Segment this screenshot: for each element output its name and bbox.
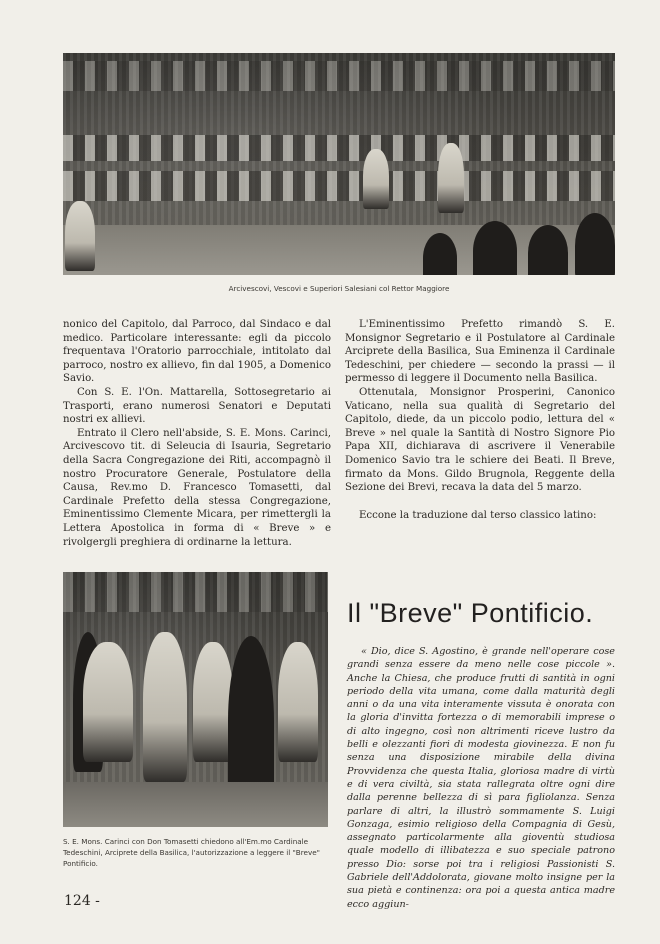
section-heading: Il "Breve" Pontificio. — [347, 598, 594, 628]
bottom-photo — [63, 572, 328, 827]
paragraph: « Dio, dice S. Agostino, è grande nell'operare cose grandi senza essere da meno nelle cose piccole ». Anche la Chiesa, che produce frutti di santità in ogni periodo della vita umana, come dalla maturità degli anni o da una vita interamente vissuta è onorata con la gloria d'invitta fortezza o di memorabili imprese o di alto ingegno, così non altrimenti riceve lustro da belli e olezzanti fiori di modesta giovinezza. E non fu senza una disposizione mirabile della divina Provvidenza che questa Italia, gloriosa madre di virtù e di vera civiltà, sia stata rallegrata oltre ogni dire dalla perenne bellezza di sì para figliolanza. Senza parlare di altri, la illustrò sommamente S. Luigi Gonzaga, esimio religioso della Compagnia di Gesù, assegnato particolarmente alla gioventù studiosa quale modello di illibatezza e suo speciale patrono presso Dio: sorse poi tra i religiosi Passionisti S. Gabriele dell'Addolorata, giovane molto insigne per la sua pietà e continenza: ora poi a questa antica madre ecco aggiun- — [347, 646, 615, 910]
paragraph: Eccone la traduzione dal terso classico latino: — [359, 509, 597, 521]
page-number: 124 - — [64, 893, 100, 909]
bottom-photo-caption: S. E. Mons. Carinci con Don Tomasetti chiedono all'Em.mo Cardinale Tedeschini, Arciprete della Basilica, l'autorizzazione a leggere il "Breve" Pontificio. — [63, 837, 320, 868]
top-photo — [63, 53, 615, 275]
brief-translation — [347, 645, 615, 911]
left-column — [63, 318, 331, 549]
paragraph: Con S. E. l'On. Mattarella, Sottosegretario ai Trasporti, erano numerosi Senatori e Deputati nostri ex allievi. — [63, 386, 331, 426]
paragraph: L'Eminentissimo Prefetto rimandò S. E. Monsignor Segretario e il Postulatore al Cardinale Arciprete della Basilica, Sua Eminenza il Cardinale Tedeschini, per chiedere — secondo la prassi — il permesso di leggere il Documento nella Basilica. — [345, 319, 615, 385]
paragraph: Ottenutala, Monsignor Prosperini, Canonico Vaticano, nella sua qualità di Segretario del Capitolo, diede, da un piccolo podio, lettura del « Breve » nel quale la Santità di Nostro Signore Pio Papa XII, dichiarava di ascrivere il Venerabile Domenico Savio tra le schiere dei Beati. Il Breve, firmato da Mons. Gildo Brugnola, Reggente della Sezione dei Brevi, recava la data del 5 marzo. — [345, 386, 615, 494]
right-column — [345, 318, 615, 522]
paragraph: nonico del Capitolo, dal Parroco, dal Sindaco e dal medico. Particolare interessante: egli da piccolo frequentava l'Oratorio parrocchiale, intitolato dal parroco, nostro ex allievo, fin dal 1905, a Domenico Savio. — [63, 319, 331, 385]
paragraph: Entrato il Clero nell'abside, S. E. Mons. Carinci, Arcivescovo tit. di Seleucia di Isauria, Segretario della Sacra Congregazione dei Riti, accompagnò il nostro Procuratore Generale, Postulatore della Causa, Rev.mo D. Francesco Tomasetti, dal Cardinale Prefetto della stessa Congregazione, Eminentissimo Clemente Micara, per rimettergli la Lettera Apostolica in forma di « Breve » e rivolgergli preghiera di ordinarne la lettura. — [63, 427, 331, 548]
top-photo-caption: Arcivescovi, Vescovi e Superiori Salesiani col Rettor Maggiore — [228, 284, 450, 293]
